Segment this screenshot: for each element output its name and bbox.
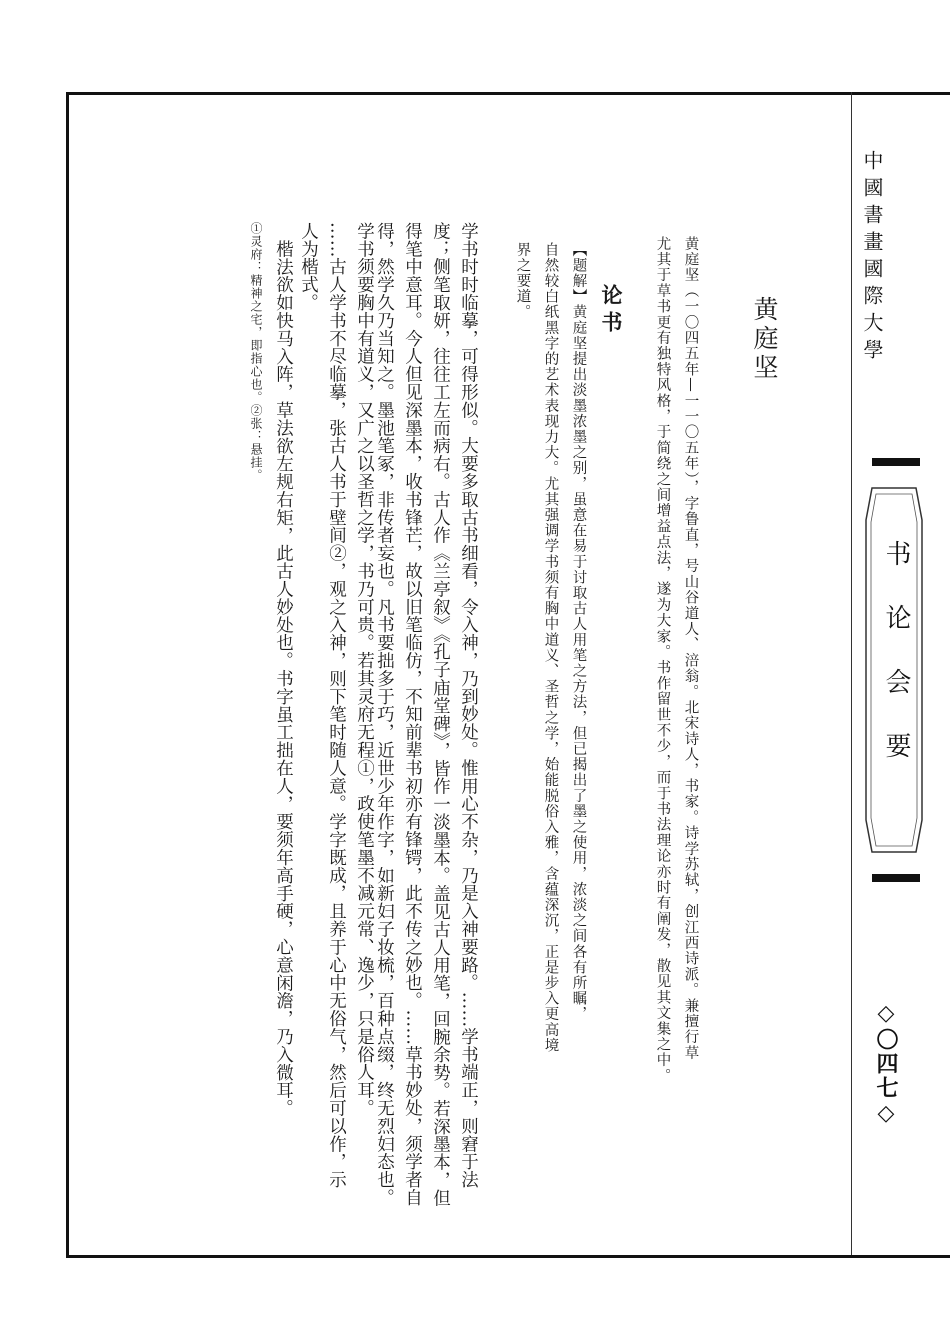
page-number: ◇〇四七◇ bbox=[873, 1000, 899, 1128]
intro-line: 【题解】黄庭坚提出淡墨浓墨之别，虽意在易于讨取古人用笔之方法，但已揭出了墨之使用，浓淡之间各有所瞩， bbox=[570, 242, 587, 1022]
bio-line: 尤其于草书更有独特风格，于简绕之间增益点法，遂为大家。书作留世不少，而于书法理论亦时有阐发，散见其文集之中。 bbox=[654, 236, 671, 1084]
body-line: 得笔中意耳。今人但见深墨本，收书锋芒，故以旧笔临仿，不知前辈书初亦有锋锷，此不传之妙也。……草书妙处，须学者自 bbox=[402, 222, 423, 1207]
body-line: 得，然学久乃当知之。墨池笔冢，非传者妄也。凡书要拙多于巧，近世少年作字，如新妇子妆梳，百种点缀，终无烈妇态也。 bbox=[374, 222, 395, 1207]
series-title: 中國書畫國際大學 bbox=[860, 150, 884, 366]
body-line: 人为楷式。 bbox=[298, 222, 319, 312]
body-line: 学书须要胸中有道义，又广之以圣哲之学，书乃可贵。若其灵府无程①，政使笔墨不减元常、逸少，只是俗人耳。 bbox=[354, 222, 375, 1117]
page-frame bbox=[66, 92, 950, 1258]
body-line: 学书时时临摹，可得形似。大要多取古书细看，令入神，乃到妙处。惟用心不杂，乃是入神要路。……学书端正，则窘于法 bbox=[458, 222, 479, 1189]
footnote: ①灵府：精神之宅，即指心也。②张：悬挂。 bbox=[249, 222, 263, 482]
book-title: 书论会要 bbox=[881, 540, 911, 796]
bio-line: 黄庭坚（一〇四五年—一一〇五年），字鲁直，号山谷道人、涪翁。北宋诗人，书家。诗学苏轼，创江西诗派。兼擅行草 bbox=[682, 236, 699, 1061]
plaque-top-bar bbox=[872, 458, 920, 466]
intro-line: 自然较白纸黑字的艺术表现力大。尤其强调学书须有胸中道义、圣哲之学，始能脱俗入雅，含蕴深沉，正是步入更高境 bbox=[542, 242, 559, 1054]
author-name: 黄庭坚 bbox=[750, 296, 779, 383]
section-heading: 论书 bbox=[599, 284, 624, 338]
sidebar-divider bbox=[851, 92, 852, 1255]
body-line: 度；侧笔取妍，往往工左而病右。古人作《兰亭叙》《孔子庙堂碑》，皆作一淡墨本。盖见古人用笔，回腕余势。若深墨本，但 bbox=[430, 222, 451, 1207]
intro-line: 界之要道。 bbox=[514, 242, 531, 320]
plaque-bottom-bar bbox=[872, 874, 920, 882]
body-line: 楷法欲如快马入阵，草法欲左规右矩，此古人妙处也。书字虽工拙在人，要须年高手硬，心意闲澹，乃入微耳。 bbox=[273, 240, 294, 1118]
body-line: ……古人学书不尽临摹，张古人书于壁间②，观之入神，则下笔时随人意。学字既成，且养于心中无俗气，然后可以作，示 bbox=[326, 222, 347, 1189]
